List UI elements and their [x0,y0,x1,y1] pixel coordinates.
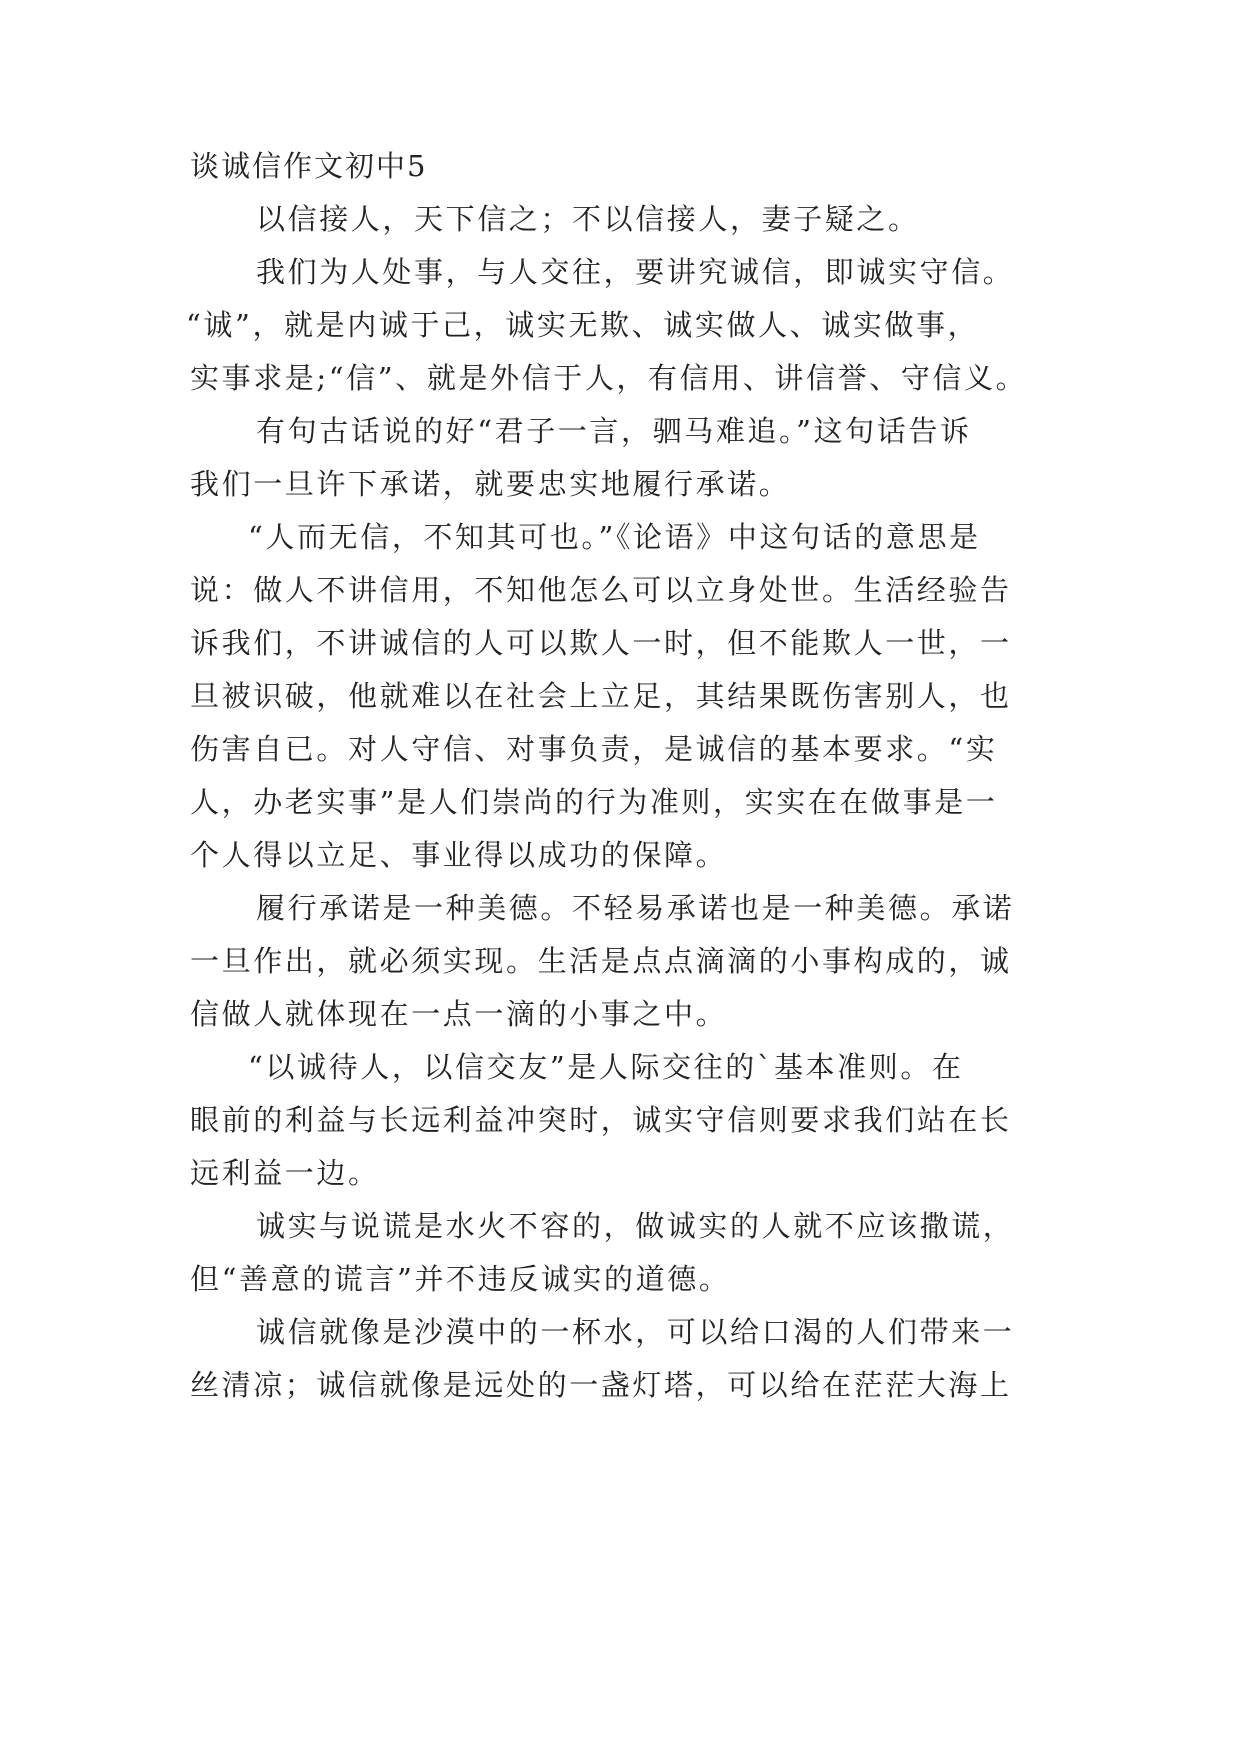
text-line: 旦被识破，他就难以在社会上立足，其结果既伤害别人，也 [190,679,1012,713]
text-line: 一旦作出，就必须实现。生活是点点滴滴的小事构成的，诚 [190,944,1012,978]
text-line: 我们为人处事，与人交往，要讲究诚信，即诚实守信。 [256,255,1015,289]
text-line: 诚信就像是沙漠中的一杯水，可以给口渴的人们带来一 [256,1315,1015,1349]
text-line: 诉我们，不讲诚信的人可以欺人一时，但不能欺人一世，一 [190,626,1012,660]
text-line: “诚”，就是内诚于己，诚实无欺、诚实做人、诚实做事， [186,308,980,342]
text-line: 人，办老实事”是人们崇尚的行为准则，实实在在做事是一 [190,785,998,819]
text-line: 丝清凉；诚信就像是远处的一盏灯塔，可以给在茫茫大海上 [190,1368,1012,1402]
text-line: 但“善意的谎言”并不违反诚实的道德。 [190,1262,731,1296]
text-line: 有句古话说的好“君子一言，驷马难追。”这句话告诉 [256,414,972,448]
text-line: “以诚待人，以信交友”是人际交往的`基本准则。在 [248,1050,964,1084]
text-line: 实事求是;“信”、就是外信于人，有信用、讲信誉、守信义。 [190,361,1028,395]
text-line: 诚实与说谎是水火不容的，做诚实的人就不应该撒谎， [256,1209,1015,1243]
text-line: 眼前的利益与长远利益冲突时，诚实守信则要求我们站在长 [190,1103,1012,1137]
text-line: “人而无信，不知其可也。”《论语》中这句话的意思是 [248,520,981,554]
text-line: 我们一旦许下承诺，就要忠实地履行承诺。 [190,467,791,501]
text-line: 个人得以立足、事业得以成功的保障。 [190,838,728,872]
text-line: 信做人就体现在一点一滴的小事之中。 [190,997,728,1031]
text-line: 履行承诺是一种美德。不轻易承诺也是一种美德。承诺 [256,891,1015,925]
text-line: 以信接人，天下信之；不以信接人，妻子疑之。 [256,202,920,236]
text-line: 说：做人不讲信用，不知他怎么可以立身处世。生活经验告 [190,573,1012,607]
text-line: 远利益一边。 [190,1156,380,1190]
document-title: 谈诚信作文初中5 [190,149,428,183]
text-line: 伤害自已。对人守信、对事负责，是诚信的基本要求。“实 [190,732,998,766]
